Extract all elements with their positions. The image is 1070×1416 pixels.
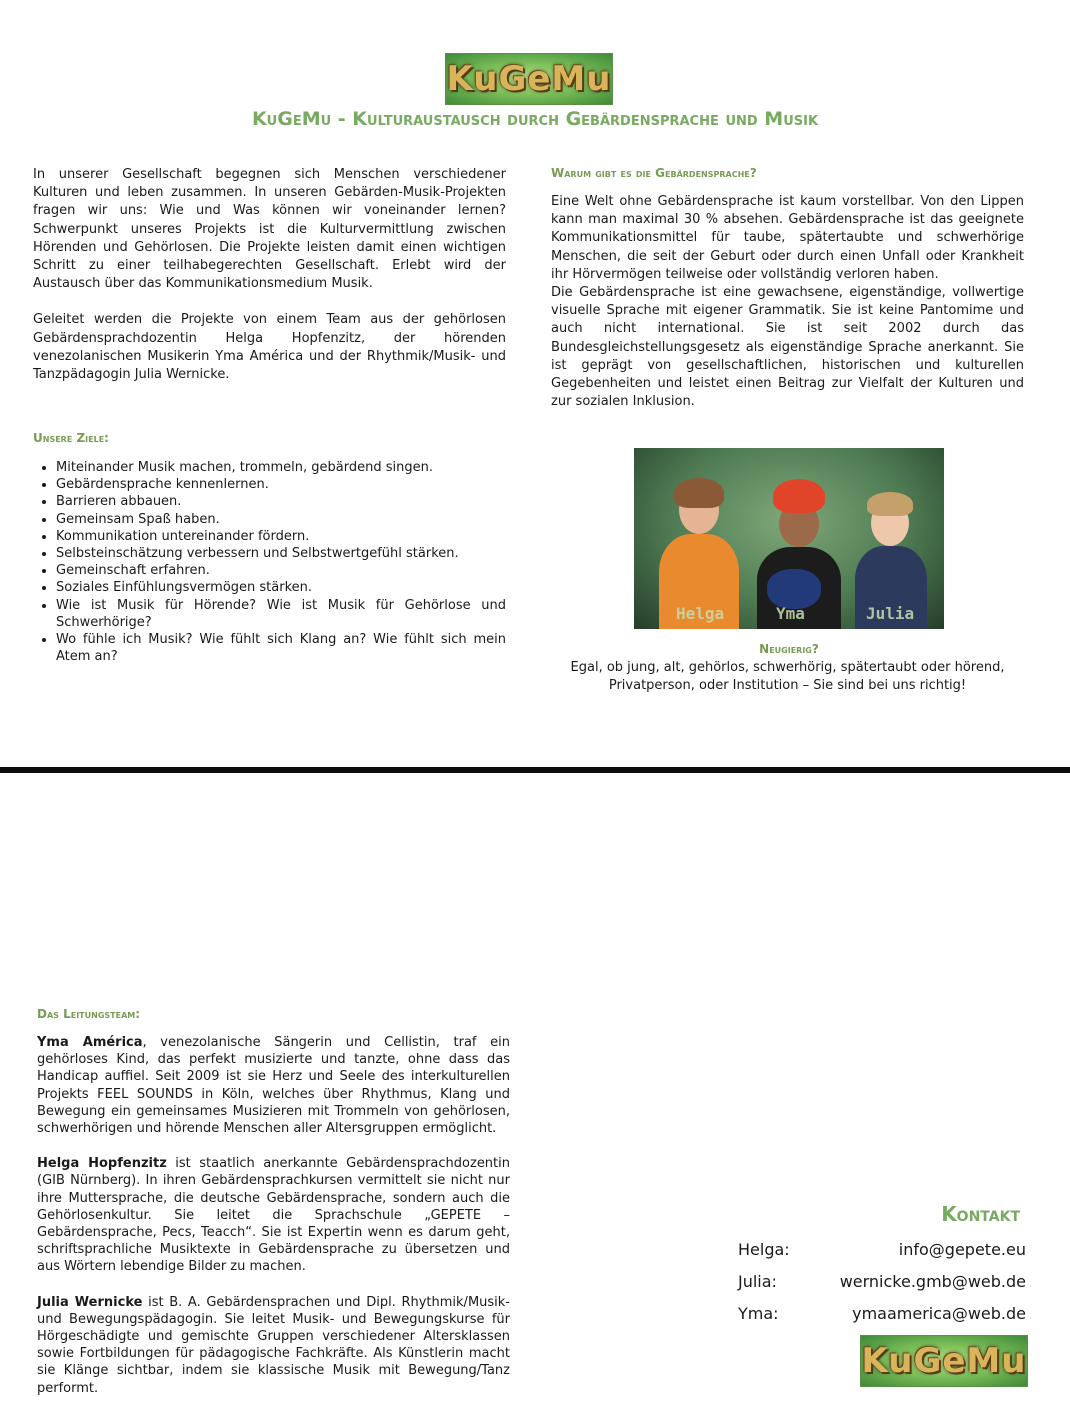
goal-item: • Gemeinschaft erfahren. — [56, 562, 506, 579]
intro-section — [33, 166, 506, 384]
page-divider — [0, 767, 1070, 773]
contact-row-julia — [738, 1272, 1026, 1294]
intro-paragraph-1: In unserer Gesellschaft begegnen sich Menschen verschiedener Kulturen und leben zusammen. In unseren Gebärden-Musik-Projekten fragen wir uns: Wie und Was können wir voneinander lernen? Schwerpunkt unseres Projekts ist die Kulturvermittlung zwischen Hörenden und Gehörlosen. Die Projekte leisten damit einen wichtigen Schritt zu einer teilhabegerechten Gesellschaft. Erlebt wird der Austausch über das Kommunikationsmedium Musik. — [33, 167, 506, 292]
why-section — [551, 193, 1024, 411]
goal-item: • Gemeinsam Spaß haben. — [56, 511, 506, 528]
team-member-julia — [37, 1294, 510, 1397]
photo-label-yma: Yma — [776, 604, 805, 623]
goal-item: • Kommunikation untereinander fördern. — [56, 528, 506, 545]
contact-name: Julia: — [738, 1272, 777, 1291]
team-heading: Das Leitungsteam: — [37, 1007, 141, 1021]
goal-item: • Soziales Einfühlungsvermögen stärken. — [56, 579, 506, 596]
goal-item: • Wie ist Musik für Hörende? Wie ist Musik für Gehörlose und Schwerhörige? — [56, 597, 506, 631]
logo-text: KuGeMu — [861, 1341, 1027, 1381]
kugemu-logo-bottom — [860, 1335, 1028, 1387]
team-photo — [634, 448, 944, 629]
goals-heading: Unsere Ziele: — [33, 431, 109, 445]
neugierig-text: Egal, ob jung, alt, gehörlos, schwerhörig, spätertaubt oder hörend, Privatperson, oder Institution – Sie sind bei uns richtig! — [570, 660, 1005, 693]
member-name: Helga Hopfenzitz — [37, 1156, 167, 1172]
team-section — [37, 1034, 510, 1397]
member-text: , venezolanische Sängerin und Cellistin, traf ein gehörloses Kind, das perfekt musizierte und tanzte, ohne dass das Handicap auffiel. Seit 2009 ist sie Herz und Seele des interkulturellen Projekts FEEL SOUNDS in Köln, welches über Rhythmus, Klang und Bewegung ein gemeinsames Musizieren mit Trommeln von gehörlosen, schwerhörigen und hörende Menschen aller Altersgruppen ermöglicht. — [37, 1035, 510, 1137]
why-paragraph-1: Eine Welt ohne Gebärdensprache ist kaum vorstellbar. Von den Lippen kann man maximal 30 % absehen. Gebärdensprache ist das geeignete Kommunikationsmittel für taube, spätertaubte und schwerhörige Menschen, die seit der Geburt oder durch einen Unfall oder Krankheit ihr Hörvermögen teilweise oder vollständig verloren haben. — [551, 194, 1024, 282]
neugierig-heading: Neugierig? — [759, 642, 819, 656]
why-paragraph-2: Die Gebärdensprache ist eine gewachsene, eigenständige, vollwertige visuelle Sprache mit eigener Grammatik. Sie ist keine Pantomime und auch nicht international. Sie ist seit 2002 durch das Bundesgleichstellungsgesetz als eigenständige Sprache anerkannt. Sie ist geprägt von gesellschaftlichen, historischen und kulturellen Gegebenheiten und leistet einen Beitrag zur Vielfalt der Kulturen und zur sozialen Inklusion. — [551, 285, 1024, 410]
intro-paragraph-2: Geleitet werden die Projekte von einem Team aus der gehörlosen Gebärdensprachdozentin Helga Hopfenzitz, der hörenden venezolanischen Musikerin Yma América und der Rhythmik/Musik- und Tanzpädagogin Julia Wernicke. — [33, 312, 506, 383]
member-name: Julia Wernicke — [37, 1294, 143, 1310]
member-name: Yma América — [37, 1035, 143, 1050]
goal-item: • Wo fühle ich Musik? Wie fühlt sich Klang an? Wie fühlt sich mein Atem an? — [56, 631, 506, 665]
contact-row-yma — [738, 1304, 1026, 1326]
contact-name: Helga: — [738, 1240, 790, 1259]
contact-email-link[interactable]: ymaamerica@web.de — [852, 1304, 1026, 1323]
why-heading: Warum gibt es die Gebärdensprache? — [551, 166, 757, 180]
photo-label-helga: Helga — [676, 604, 725, 623]
member-text: ist B. A. Gebärdensprachen und Dipl. Rhythmik/Musik- und Bewegungspädagogin. Sie leitet Musik- und Bewegungskurse für Hörgeschädigte und gemischte Gruppen verschiedener Altersklassen sowie Fortbildungen für pädagogische Fachkräfte. Als Künstlerin macht sie Klänge sichtbar, indem sie klassische Musik mit Bewegung/Tanz performt. — [37, 1294, 510, 1396]
contact-email-link[interactable]: info@gepete.eu — [898, 1240, 1026, 1259]
team-member-yma — [37, 1034, 510, 1137]
contact-email-link[interactable]: wernicke.gmb@web.de — [839, 1272, 1026, 1291]
goal-item: • Gebärdensprache kennenlernen. — [56, 476, 506, 493]
logo-text: KuGeMu — [446, 59, 612, 99]
photo-label-julia: Julia — [866, 604, 915, 623]
goal-item: • Selbsteinschätzung verbessern und Selbstwertgefühl stärken. — [56, 545, 506, 562]
contact-name: Yma: — [738, 1304, 779, 1323]
goals-list — [33, 459, 506, 665]
kugemu-logo-top — [445, 53, 613, 105]
member-text: ist staatlich anerkannte Gebärdensprachdozentin (GIB Nürnberg). In ihren Gebärdensprachkursen vermittelt sie nicht nur ihre Muttersprache, die deutsche Gebärdensprache, sondern auch die Gehörlosenkultur. Sie leitet die Sprachschule „GEPETE – Gebärdensprache, Pecs, Teacch“. Sie ist Expertin wenn es darum geht, schriftsprachliche Musiktexte in Gebärdensprache zu übersetzen und aus Wörtern lebendige Bilder zu machen. — [37, 1156, 510, 1275]
team-member-helga — [37, 1155, 510, 1275]
goal-item: • Barrieren abbauen. — [56, 493, 506, 510]
contact-heading: Kontakt — [941, 1202, 1020, 1226]
goal-item: • Miteinander Musik machen, trommeln, gebärdend singen. — [56, 459, 506, 476]
page-title: KuGeMu - Kulturaustausch durch Gebärdensprache und Musik — [251, 108, 819, 130]
contact-row-helga — [738, 1240, 1026, 1262]
